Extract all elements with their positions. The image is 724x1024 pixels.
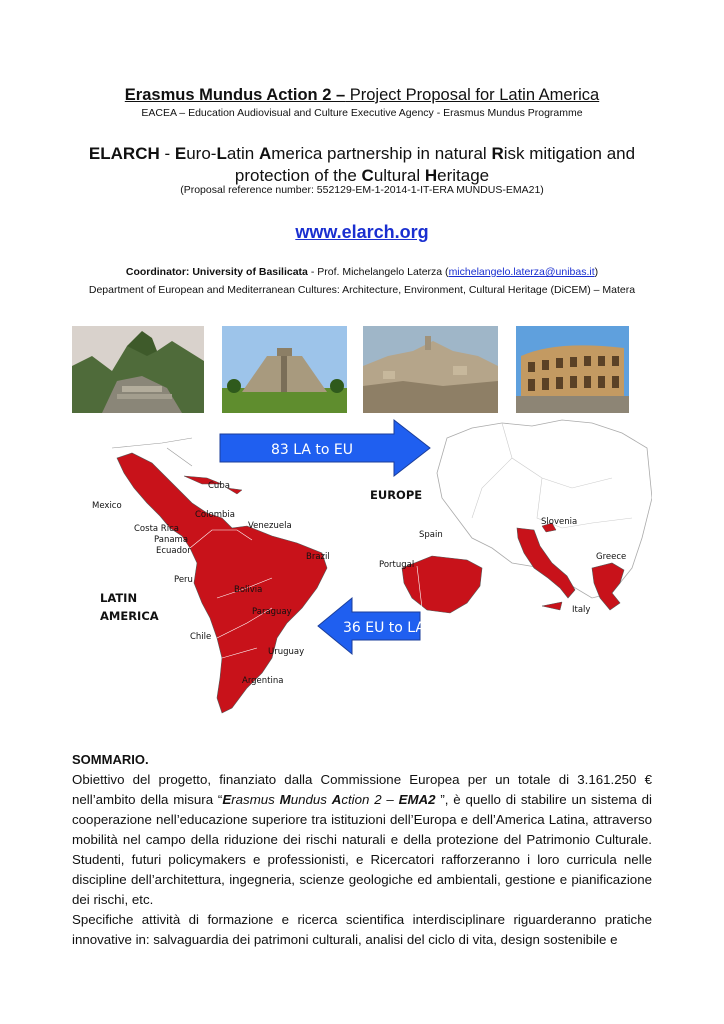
label-paraguay: Paraguay bbox=[252, 607, 292, 617]
italy-shape bbox=[517, 528, 575, 598]
label-spain: Spain bbox=[419, 530, 443, 540]
label-costa-rica: Costa Rica bbox=[134, 524, 179, 534]
t: ction 2 bbox=[341, 792, 382, 807]
label-uruguay: Uruguay bbox=[268, 647, 305, 657]
summary-paragraph-1 bbox=[72, 770, 652, 910]
t: merica partnership in natural bbox=[271, 144, 492, 163]
t: M bbox=[279, 792, 291, 807]
t: ”, è quello di stabilire un sistema di cooperazione nell’educazione superiore tra istituzioni dell’Europa e dell’America Latina, attraverso mobilità nel campo della riduzione dei rischi naturali e della protezione del Patrimonio Culturale. Studenti, futuri policymakers e professionisti, e Ricercatori rafforzeranno i loro curricula nelle discipline dell’architettura, ingegneria, scienze geologiche ed ambientali, gestione e pianificazione dei rischi, etc. bbox=[72, 792, 652, 907]
label-cuba: Cuba bbox=[208, 481, 230, 491]
label-portugal: Portugal bbox=[379, 560, 415, 570]
label-venezuela: Venezuela bbox=[248, 521, 292, 531]
label-panama: Panama bbox=[154, 535, 189, 545]
label-ecuador: Ecuador bbox=[156, 546, 191, 556]
label-argentina: Argentina bbox=[242, 676, 284, 686]
europe-label: EUROPE bbox=[370, 488, 423, 502]
t: E bbox=[174, 144, 187, 163]
label-bolivia: Bolivia bbox=[234, 585, 263, 595]
t: - bbox=[159, 144, 175, 163]
project-title-line1 bbox=[0, 143, 724, 165]
latin-america-shape bbox=[117, 453, 327, 713]
label-slovenia: Slovenia bbox=[541, 517, 578, 527]
america-label: AMERICA bbox=[100, 609, 159, 623]
project-title bbox=[0, 143, 724, 187]
arrow-la-to-eu bbox=[220, 420, 430, 476]
t: H bbox=[424, 166, 438, 185]
photo-colosseum bbox=[516, 326, 629, 413]
coordinator-close: ) bbox=[594, 266, 599, 278]
t: atin bbox=[226, 144, 259, 163]
summary-title: SOMMARIO. bbox=[72, 752, 149, 767]
title-bold: Erasmus Mundus Action 2 – bbox=[124, 86, 346, 104]
t: A bbox=[331, 792, 342, 807]
label-peru: Peru bbox=[174, 575, 193, 585]
t: A bbox=[258, 144, 272, 163]
arrow-eu-to-la bbox=[318, 598, 425, 654]
label-greece: Greece bbox=[596, 552, 627, 562]
greece-shape bbox=[592, 563, 624, 610]
acronym: ELARCH bbox=[88, 144, 160, 163]
t: rasmus bbox=[231, 792, 280, 807]
website-link-wrap bbox=[0, 222, 724, 243]
coordinator-email-link[interactable]: michelangelo.laterza@unibas.it bbox=[448, 266, 595, 278]
latin-label: LATIN bbox=[100, 591, 138, 605]
t: – bbox=[381, 792, 399, 807]
t: undus bbox=[290, 792, 332, 807]
summary-paragraph-2: Specifiche attività di formazione e ricerca scientifica interdisciplinare riguarderanno pratiche innovative in: salvaguardia dei patrimoni culturali, analisi del ciclo di vita, design sostenibile e bbox=[72, 912, 652, 947]
t: isk mitigation and bbox=[503, 144, 636, 163]
t: eritage bbox=[437, 166, 490, 185]
proposal-reference: (Proposal reference number: 552129-EM-1-2014-1-IT-ERA MUNDUS-EMA21) bbox=[180, 184, 544, 196]
photo-machu-picchu bbox=[72, 326, 204, 413]
coordinator-label: Coordinator: University of Basilicata bbox=[125, 266, 308, 278]
label-mexico: Mexico bbox=[92, 501, 122, 511]
website-link[interactable]: www.elarch.org bbox=[295, 222, 429, 242]
department-line: Department of European and Mediterranean Cultures: Architecture, Environment, Cultural Heritage (DiCEM) – Matera bbox=[88, 284, 636, 296]
t: R bbox=[491, 144, 504, 163]
t: uro- bbox=[186, 144, 217, 163]
t: L bbox=[216, 144, 227, 163]
proposal-title bbox=[0, 86, 724, 105]
t: EMA2 bbox=[398, 792, 436, 807]
arrow-eu-to-la-label: 36 EU to LA bbox=[342, 620, 426, 636]
label-colombia: Colombia bbox=[195, 510, 235, 520]
partnership-map bbox=[72, 418, 652, 728]
label-brazil: Brazil bbox=[306, 552, 330, 562]
t: E bbox=[222, 792, 232, 807]
t: protection of the bbox=[234, 166, 362, 185]
summary-text bbox=[72, 770, 652, 950]
t: Obiettivo del progetto, finanziato dalla Commissione Europea per un totale di 3.161.250 € nell’ambito della misura “ bbox=[72, 772, 652, 807]
t: C bbox=[361, 166, 374, 185]
title-rest: Project Proposal for Latin America bbox=[345, 86, 600, 104]
agency-line: EACEA – Education Audiovisual and Culture Executive Agency - Erasmus Mundus Programme bbox=[141, 107, 583, 119]
photo-chichen-itza bbox=[222, 326, 347, 413]
label-italy: Italy bbox=[572, 605, 591, 615]
t: ultural bbox=[373, 166, 425, 185]
coordinator-line bbox=[0, 266, 724, 278]
photo-matera bbox=[363, 326, 498, 413]
coordinator-person: - Prof. Michelangelo Laterza ( bbox=[307, 266, 449, 278]
label-chile: Chile bbox=[190, 632, 212, 642]
arrow-la-to-eu-label: 83 LA to EU bbox=[270, 442, 354, 458]
